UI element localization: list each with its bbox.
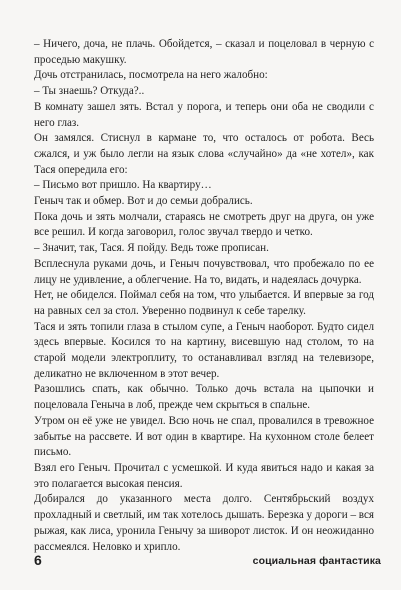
paragraph: – Ничего, доча, не плачь. Обойдется, – сказал и поцеловал в черную с проседью макушку. (34, 38, 374, 66)
paragraph: Утром он её уже не увидел. Всю ночь не спал, провалился в тревожное забытье на рассвете. И вот один в квартире. На кухонном столе белеет письмо. (34, 414, 374, 459)
paragraph: Дочь отстранилась, посмотрела на него жалобно: (34, 69, 268, 82)
paragraph: – Письмо вот пришло. На квартиру… (34, 179, 212, 192)
paragraph: Разошлись спать, как обычно. Только дочь встала на цыпочки и поцеловала Геныча в лоб, прежде чем скрыться в спальне. (34, 383, 374, 412)
paragraph: Всплеснула руками дочь, и Геныч почувствовал, что пробежало по ее лицу не удивление, а облегчение. На то, видать, и надеялась дочурка. (34, 257, 374, 286)
paragraph: Пока дочь и зять молчали, стараясь не смотреть друг на друга, он уже все решил. И когда заговорил, голос звучал твердо и четко. (34, 210, 374, 239)
paragraph: Тася и зять топили глаза в стылом супе, а Геныч наоборот. Будто сидел здесь впервые. Косился то на картину, висевшую над столом, то на старой модели электроплиту, то останавливал взгляд на телевизоре, деликатно не включенном в этот вечер. (34, 320, 374, 380)
paragraph: Нет, не обиделся. Поймал себя на том, что улыбается. И впервые за год на равных сел за стол. Уверенно подвинул к себе тарелку. (34, 289, 374, 317)
series-title: социальная фантастика (252, 555, 381, 567)
page-number: 6 (34, 552, 42, 568)
paragraph: В комнату зашел зять. Встал у порога, и теперь они оба не сводили с него глаз. (34, 100, 374, 129)
paragraph: Добирался до указанного места долго. Сентябрьский воздух прохладный и светлый, им так хотелось дышать. Березка у дороги – вся рыжая, как лиса, уронила Генычу за шиворот листок. И он неожиданно рассмеялся. Неловко и хрипло. (34, 493, 374, 553)
paragraph: – Ты знаешь? Откуда?.. (34, 85, 145, 98)
paragraph: Он замялся. Стиснул в кармане то, что осталось от робота. Весь сжался, и уж было легли на язык слова «случайно» да «не хотел», как Тася опередила его: (34, 132, 374, 176)
paragraph: Геныч так и обмер. Вот и до семьи добрались. (34, 195, 253, 208)
paragraph: – Значит, так, Тася. Я пойду. Ведь тоже прописан. (34, 242, 269, 255)
body-text (34, 37, 374, 555)
page-footer (34, 552, 381, 572)
paragraph: Взял его Геныч. Прочитал с усмешкой. И куда явиться надо и какая за это полагается высокая пенсия. (34, 461, 374, 490)
